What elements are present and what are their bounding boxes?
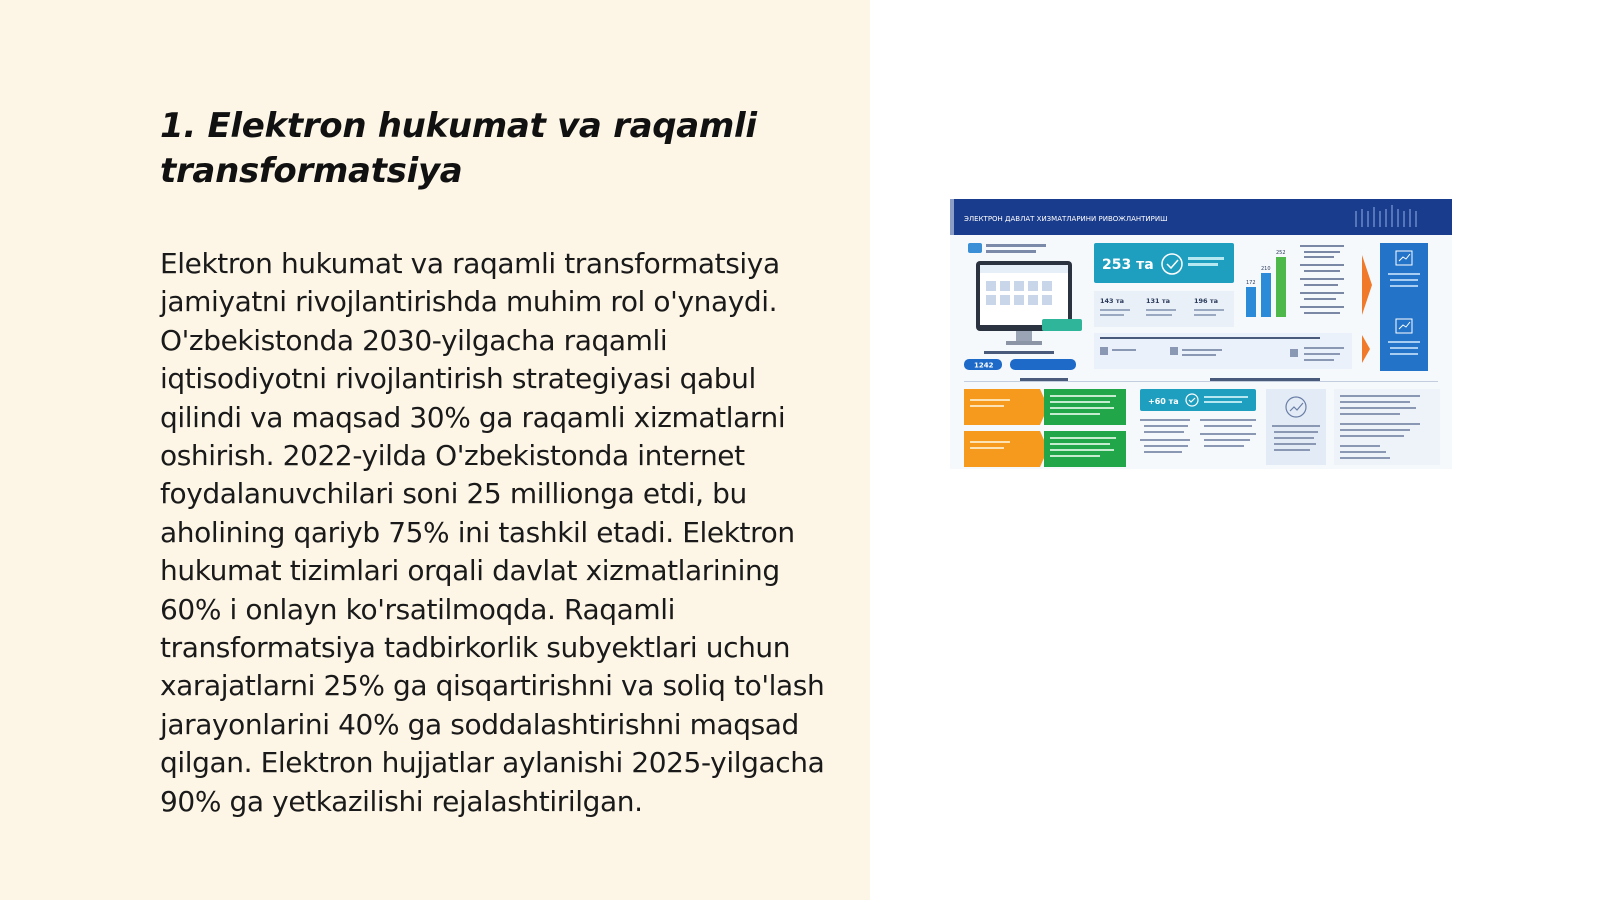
arrow-icon (1362, 255, 1372, 315)
right-column (1380, 243, 1428, 371)
stat-3-value: 196 та (1194, 297, 1218, 305)
slide-title: 1. Elektron hukumat va raqamli transformatsiya (160, 106, 757, 191)
bar-label: 172 (1246, 280, 1256, 286)
bar-mark (1246, 287, 1256, 317)
bar-mark (1261, 273, 1271, 317)
bar-mark (1276, 257, 1286, 317)
stat-1-value: 143 та (1100, 297, 1124, 305)
slide-body-text: Elektron hukumat va raqamli transformatsiya jamiyatni rivojlantirishda muhim rol o'ynaydi. O'zbekistonda 2030-yilgacha raqamli iqtisodiyotni rivojlantirish strategiyasi qabul qilindi va maqsad 30% ga raqamli xizmatlarni oshirish. 2022-yilda O'zbekistonda internet foydalanuvchilari soni 25 millionga etdi, bu aholining qariyb 75% ini tashkil etadi. Elektron hukumat tizimlari orqali davlat xizmatlarining 60% i onlayn ko'rsatilmoqda. Raqamli transformatsiya tadbirkorlik subyektlari uchun xarajatlarni 25% ga qisqartirishni va soliq to'lash jarayonlarini 40% ga soddalashtirishni maqsad qilgan. Elektron hujjatlar aylanishi 2025-yilgacha 90% ga yetkazilishi rejalashtirilgan. (160, 247, 825, 818)
infographic-header-text: ЭЛЕКТРОН ДАВЛАТ ХИЗМАТЛАРИНИ РИВОЖЛАНТИРИШ (964, 215, 1168, 223)
infographic-svg (950, 199, 1452, 469)
stat-60-value: +60 та (1148, 397, 1179, 406)
arrow-icon (1362, 335, 1370, 363)
bar-label: 210 (1261, 266, 1271, 272)
infographic-image (950, 199, 1452, 469)
stat-main-value: 253 та (1102, 257, 1154, 273)
mini-bar-chart (1246, 250, 1286, 317)
bar-label: 252 (1276, 250, 1286, 256)
hotline-number: 1242 (974, 361, 994, 370)
stat-2-value: 131 та (1146, 297, 1170, 305)
